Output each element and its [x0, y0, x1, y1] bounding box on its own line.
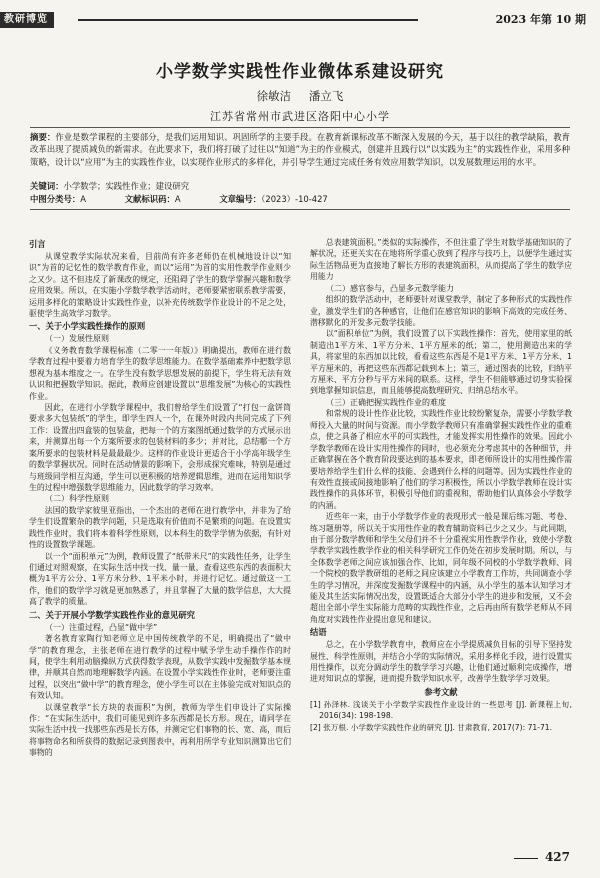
keywords-label: 关键词：	[30, 181, 64, 191]
keywords-line	[30, 180, 570, 192]
abstract-top-rule	[30, 127, 570, 128]
subsection-heading: （一）发展性原则	[45, 334, 109, 344]
body-paragraph: 以“面积单位”为例，我们设置了以下实践性操作：首先，使用家里的纸制造出1平方米、1平方分米、1平方厘米的纸；第二，使用测造出来的学具，将家里的东西加以比较，看看这些东西是不是1平方米、1平方分米、1平方厘米的，再把这些东西都记载到本上；第三，通过图表的比较，归纳平方厘米、平方分秒与平方米间的联系。这样，学生不但能够通过切身实验探到地掌握知识信息，而且能够提高数理研究、归纳总结水平。	[310, 329, 572, 396]
body-paragraph: 以一个“面积单元”为例，教师设置了“纸带米尺”的实践性任务，让学生们通过对照观察，在实际生活中找一找、量一量，查看这些东西的表面积大概为1平方公分、1平方米分秒、1平米小时，并进行记忆。通过做这一工作，他们的数学学习就是更加熟悉了，并且掌握了大量的数学信息，大大提高了教学的质量。	[29, 551, 291, 607]
page-number-rule	[514, 858, 538, 859]
class-item-doc: 文献标识码：A	[124, 194, 181, 204]
body-paragraph: 组织的数学活动中，老师要针对课堂教学，制定了多种形式的实践性作业，激发学生们的各种感官，让他们在感官知识的影响下高效的完成任务、潜移默化的开发多元数学技能。	[310, 295, 572, 328]
class-item-article: 文章编号：（2023）-10-427	[219, 194, 328, 204]
section-heading: 结语	[310, 627, 327, 638]
body-paragraph: 因此，在进行小学数学课程中，我们曾给学生们设置了“打包一盒饼筒要求多大包装纸”的学生，即学生四人一个，在课外时段内共同完成了下列工作：设置出四盒装的包装盒，把每一个的方案图纸通过数学的方式展示出来，并测算出每一个方案所要求的包装材料的多少；并对比，总结哪一个方案所要求的包装材料是最最最少。这样的作业设计更适合于小学高年级学生的数学掌握状况。同时在活动情景的影响下，会形成探究难味，特别是通过与班级同学相互沟通，学生可以更积极的培养逻辑思维，进而在运用知识学生的过程中增强数学思维能力，因此数学的学习效率。	[29, 403, 291, 492]
issue-label: 2023 年第 10 期	[495, 13, 586, 26]
abstract-bottom-rule	[30, 209, 570, 210]
subsection-heading: （一）注重过程，凸显“做中学”	[45, 622, 158, 632]
running-header	[0, 12, 600, 28]
article-title: 小学数学实践性作业微体系建设研究	[156, 62, 444, 82]
keywords-text: 小学数学；实践性作业；建设研究	[63, 181, 190, 191]
subsection-heading: （三）正确把握实践性作业的难度	[326, 397, 446, 407]
body-paragraph: 总之，在小学数学教育中，教师应在小学提质减负目标的引导下坚持发展性、科学性原则，并结合小学的实际情况，采用多样化手段，进行设置实用性操作，以充分调动学生的数学学习兴趣，让他们通过顺利完成操作，增进对知识点的掌握，进而提升数学知识水平，改善学生数学学习效果。	[310, 640, 572, 684]
body-paragraph: 法国的数学家彼里亚指出，一个杰出的老师在进行教学中，并非为了给学生们设置繁杂的教学问题，只是选取有价值而不是繁琐的问题。在设置实践性作业时，我们将本着科学性原则，以本科生的数学学情为依据，有针对性的设置数学课题。	[29, 505, 291, 550]
body-paragraph: 近些年一来，由于小学数学作业的表现形式一般是课后练习题、考卷、练习题册等，所以关于实用性作业的教育辅助资料已少之又少。与此同期，由于部分数学教师和学生父母们并不十分重视实用性教学作业，致使小学数学教学实践性教学作业的相关科学研究工作仍处在初步发展时期。所以，与全体数学老师之间应该加强合作、比如，同年级不同校的小学数学教师、同一个院校的数学教研组的老师之间应该建立小学教育工作坊，共同调查小学生的学习情况，并深度发掘数学课程中的内涵，从小学生的基本认知学习才能及其生活实际情况出发，设置既适合大部分小学生的进步和发展，又不会超出全部小学生实际能力范畴的实践性作业，之后再由所有数学老师从不同角度对实践性作业提出意见和建议。	[310, 512, 572, 624]
abstract-label: 摘要：	[30, 132, 56, 142]
article-authors: 徐敏洁 潘立飞	[256, 89, 344, 103]
column-label: 教研博览	[0, 12, 54, 28]
subsection-heading: （二）科学性原则	[45, 494, 109, 504]
section-heading: 一、关于小学实践性操作的原则	[29, 321, 146, 332]
body-paragraph: 和常规的设计性作业比较，实践性作业比较纷繁复杂，需要小学数学教师投入大量的时间与资源。而小学数学教师只有准确掌握实践性作业的重难点，使之具备了相应水平的可实践性，才能发挥实用性操作的效果。因此小学数学教师在设计实用性操作的同时，也必须充分考虑其中的各种细节，并正确掌握在各个教育阶段要达到的基本要求，即老师所设计的实用性操作需要培养给学生们什么样的技能、会遇到什么样的问题等。因为实践性作业的有效性直接或间接地影响了他们的学习积极性，所以小学数学教师在设计实践性操作的具体环节，积极引导他们的重视和，帮助他们认真体会小学数学的内涵。	[310, 409, 572, 510]
header-rule	[78, 19, 418, 21]
class-item-clc: 中图分类号：A	[30, 194, 86, 204]
abstract-text: 作业是数学课程的主要部分，是我们运用知识、巩固所学的主要手段。在教育新课标改革不断深入发展的今天，基于以往的教学缺陷，教育改革出现了提质减负的新需求。在此要求下，我们将打破了过往以“知道”为主的作业模式，创建并且践行以“以实践为主”的实践性作业，采用多种策略，设计以“应用”为主的实践性作业，以实现作业形式的多样化，并引导学生通过完成任务有效应用数学知识，以发展数理运用的水平。	[30, 132, 571, 167]
body-paragraph: 著名教育家陶行知老师立足中国传统教学的不足，明确提出了“做中学”的教育理念，主张老师在进行教学的过程中赋予学生动手操作作的时间，使学生利用动脑操纵方式获得数学表现，从数学实践中发掘数学基本规律，并顺其自然而地理解数学内涵。在设置小学实践性作业时，老师要注重过程，以突出“做中学”的教育理念，使小学生可以在主体验完成对知识点的有效认知。	[29, 634, 291, 701]
body-paragraph: 《义务教育数学课程标准（二零一一年版）》明确提出，教师在进行数学教育过程中要着力培育学生的数学思维能力。在数学基础素养中把数学思想视为基本维度之一。在学生没有数学思想发展的前提下，学生将无法有效认识和把握数学知识。据此，教师应创建设置以“思维发展”为核心的实践性作业。	[29, 346, 291, 401]
right-column	[310, 237, 572, 733]
classification-line	[30, 193, 570, 205]
body-paragraph: 以课堂教学“长方块的表面积”为例，教师为学生们申设计了实际操作：“在实际生活中，我们可能见到许多东西都是长方形。现在，请同学在实际生活中找一找那些东西是长方体，并测定它们事物的长、宽、高，而后将事物命名和所获得的数据记录到图表中，再利用所学专业知识测算出它们事物的	[29, 702, 291, 758]
body-paragraph: 总表建筑面积。”类似的实际操作，不但注重了学生对数学基础知识的了解状况，还更关实在在地将所学重心放到了程序与技巧上，以便学生通过实际生活物品更为直接地了解长方形的表建筑面积，从而提高了学生的数学应用能力	[310, 238, 572, 282]
reference-item: [1] 孙泽林. 浅谈关于小学数学实践性作业设计的一些思考 [J]. 新课程上旬, 2016(34): 198-198.	[310, 699, 572, 721]
left-column	[29, 237, 291, 759]
page-number: 427	[544, 850, 570, 864]
body-paragraph: 从课堂教学实际状况来看，目前尚有许多老师仍在机械地设计以“知识”为首的记忆性的数学教育作业，而以“运用”为首的实用性教学作业则少之又少。这不但违反了新课改的规定，还阻碍了学生的数学掌握兴趣和数学应用效果。所以，在实施小学数学教学活动时，老师要紧密联系教学需要，运用多样化的策略设计实践性作业，以补充传统数学作业设计的不足之处，驱使学生高效学习数学。	[29, 252, 291, 319]
subsection-heading: （二）感官参与，凸显多元数学能力	[326, 283, 454, 293]
reference-item: [2] 张万根. 小学数学实践性作业的研究 [J]. 甘肃教育, 2017(7): 71-71.	[310, 722, 553, 732]
section-heading: 二、关于开展小学数学实践性作业的意见研究	[29, 609, 195, 620]
abstract-block	[30, 131, 570, 168]
section-heading: 引言	[29, 239, 46, 249]
references-heading: 参考文献	[424, 686, 458, 697]
article-affiliation: 江苏省常州市武进区洛阳中心小学	[210, 110, 390, 123]
